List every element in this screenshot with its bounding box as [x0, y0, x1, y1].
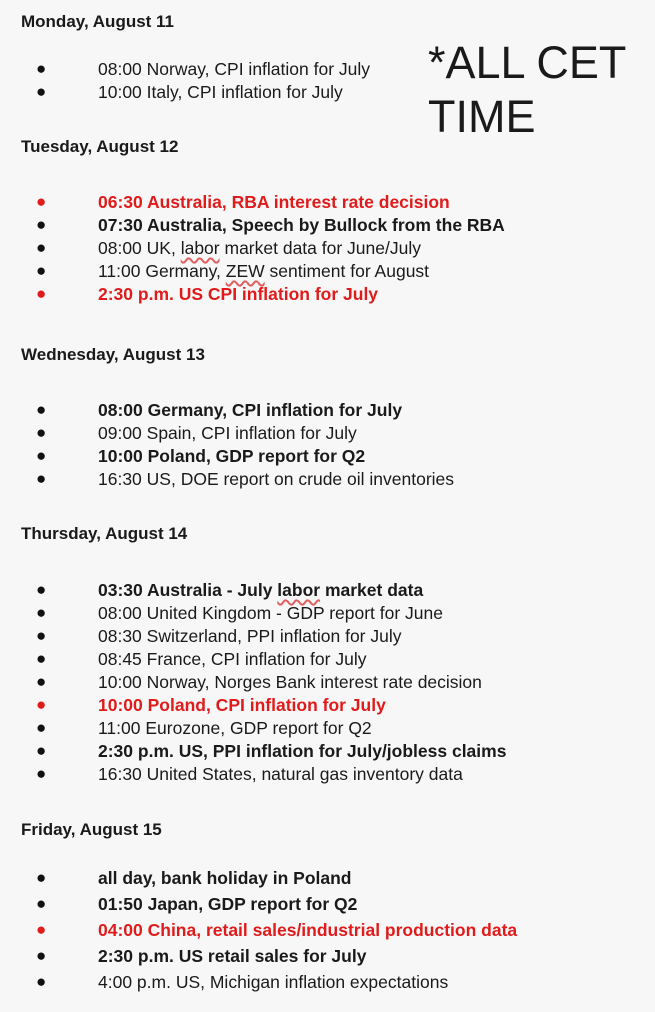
bullet-icon: ● [36, 718, 47, 737]
list-item [0, 694, 655, 716]
bullet-icon: ● [36, 238, 47, 257]
timezone-note-line2: TIME [428, 91, 536, 142]
list-item [0, 648, 655, 670]
spellcheck-word: labor [180, 238, 220, 258]
event-text: 16:30 US, DOE report on crude oil inventories [98, 469, 455, 489]
event-text-post: market data [320, 580, 424, 600]
list-item [0, 468, 655, 490]
event-text [98, 237, 421, 259]
bullet-icon: ● [36, 741, 47, 760]
event-text: 08:00 Norway, CPI inflation for July [98, 59, 371, 79]
list-item [0, 214, 655, 236]
event-text: 06:30 Australia, RBA interest rate decision [98, 192, 450, 212]
event-text: 01:50 Japan, GDP report for Q2 [98, 894, 358, 914]
event-text-pre: 08:00 UK, [98, 238, 181, 258]
event-text [98, 260, 429, 282]
bullet-icon: ● [36, 946, 47, 965]
bullet-icon: ● [36, 672, 47, 691]
list-item [0, 579, 655, 601]
event-text: 16:30 United States, natural gas inventory data [98, 764, 463, 784]
bullet-icon: ● [36, 192, 47, 211]
bullet-icon: ● [36, 920, 47, 939]
event-text: 2:30 p.m. US, PPI inflation for July/jobless claims [98, 741, 507, 761]
event-text-post: sentiment for August [264, 261, 430, 281]
bullet-icon: ● [36, 603, 47, 622]
list-item [0, 191, 655, 213]
event-text: 4:00 p.m. US, Michigan inflation expectations [98, 972, 449, 992]
bullet-icon: ● [36, 580, 47, 599]
event-text: 10:00 Poland, GDP report for Q2 [98, 446, 366, 466]
list-item [0, 399, 655, 421]
list-item [0, 81, 655, 103]
list-item [0, 602, 655, 624]
list-item [0, 945, 655, 967]
day-heading-monday: Monday, August 11 [21, 12, 175, 31]
bullet-icon: ● [36, 59, 47, 78]
bullet-icon: ● [36, 423, 47, 442]
event-text: 08:30 Switzerland, PPI inflation for July [98, 626, 402, 646]
event-text: 09:00 Spain, CPI inflation for July [98, 423, 357, 443]
bullet-icon: ● [36, 261, 47, 280]
bullet-icon: ● [36, 215, 47, 234]
list-item [0, 422, 655, 444]
bullet-icon: ● [36, 469, 47, 488]
bullet-icon: ● [36, 626, 47, 645]
bullet-icon: ● [36, 446, 47, 465]
event-text-pre: 03:30 Australia - July [98, 580, 278, 600]
list-item [0, 893, 655, 915]
bullet-icon: ● [36, 894, 47, 913]
bullet-icon: ● [36, 868, 47, 887]
list-item [0, 740, 655, 762]
event-text: 07:30 Australia, Speech by Bullock from the RBA [98, 215, 505, 235]
event-text: all day, bank holiday in Poland [98, 868, 352, 888]
bullet-icon: ● [36, 764, 47, 783]
list-item [0, 625, 655, 647]
event-text: 11:00 Eurozone, GDP report for Q2 [98, 718, 372, 738]
list-item [0, 283, 655, 305]
list-item [0, 717, 655, 739]
list-item [0, 58, 655, 80]
bullet-icon: ● [36, 400, 47, 419]
day-heading-friday: Friday, August 15 [21, 820, 162, 839]
event-text: 08:00 Germany, CPI inflation for July [98, 400, 403, 420]
bullet-icon: ● [36, 82, 47, 101]
timezone-note-line1: *ALL CET [428, 37, 627, 88]
event-text: 08:00 United Kingdom - GDP report for June [98, 603, 444, 623]
day-heading-thursday: Thursday, August 14 [21, 524, 188, 543]
event-text: 2:30 p.m. US retail sales for July [98, 946, 367, 966]
bullet-icon: ● [36, 284, 47, 303]
list-item [0, 237, 655, 259]
bullet-icon: ● [36, 649, 47, 668]
list-item [0, 260, 655, 282]
event-text: 10:00 Italy, CPI inflation for July [98, 82, 343, 102]
day-heading-wednesday: Wednesday, August 13 [21, 345, 205, 364]
spellcheck-word: labor [277, 580, 321, 600]
list-item [0, 971, 655, 993]
list-item [0, 919, 655, 941]
bullet-icon: ● [36, 695, 47, 714]
list-item [0, 671, 655, 693]
event-text: 08:45 France, CPI inflation for July [98, 649, 367, 669]
event-text: 10:00 Poland, CPI inflation for July [98, 695, 386, 715]
event-text: 04:00 China, retail sales/industrial production data [98, 920, 518, 940]
list-item [0, 763, 655, 785]
spellcheck-word: ZEW [225, 261, 265, 281]
event-text-pre: 11:00 Germany, [98, 261, 226, 281]
event-text: 10:00 Norway, Norges Bank interest rate decision [98, 672, 482, 692]
event-text-post: market data for June/July [219, 238, 421, 258]
list-item [0, 445, 655, 467]
event-text [98, 579, 423, 601]
bullet-icon: ● [36, 972, 47, 991]
event-text: 2:30 p.m. US CPI inflation for July [98, 284, 379, 304]
list-item [0, 867, 655, 889]
day-heading-tuesday: Tuesday, August 12 [21, 137, 179, 156]
